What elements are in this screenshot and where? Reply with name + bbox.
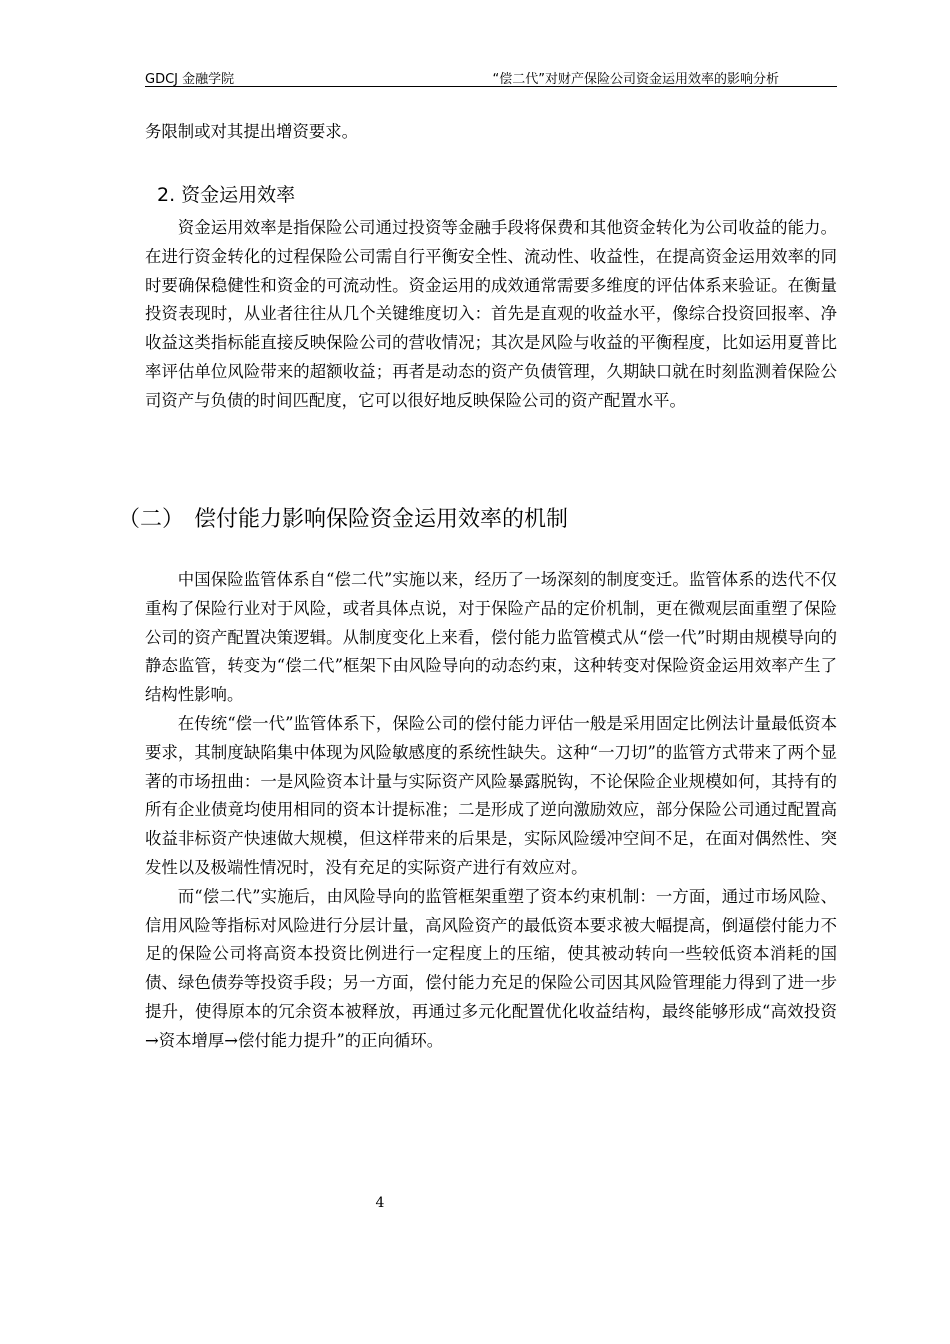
section-b-body bbox=[145, 566, 837, 1056]
section-b-paragraph-3: 而“偿二代”实施后，由风险导向的监管框架重塑了资本约束机制：一方面，通过市场风险、信用风险等指标对风险进行分层计量，高风险资产的最低资本要求被大幅提高，倒逼偿付能力不足的保险公司将高资本投资比例进行一定程度上的压缩，使其被动转向一些较低资本消耗的国债、绿色债券等投资手段；另一方面，偿付能力充足的保险公司因其风险管理能力得到了进一步提升，使得原本的冗余资本被释放，再通过多元化配置优化收益结构，最终能够形成“高效投资→资本增厚→偿付能力提升”的正向循环。 bbox=[145, 886, 837, 1050]
section-b-number: （二） bbox=[118, 507, 185, 532]
section-b-heading bbox=[118, 502, 568, 533]
continuation-paragraph: 务限制或对其提出增资要求。 bbox=[145, 122, 359, 141]
section-2-body bbox=[145, 214, 837, 416]
section-2-heading: 2. 资金运用效率 bbox=[157, 184, 296, 206]
section-b-paragraph-2: 在传统“偿一代”监管体系下，保险公司的偿付能力评估一般是采用固定比例法计量最低资本要求，其制度缺陷集中体现为风险敏感度的系统性缺失。这种“一刀切”的监管方式带来了两个显著的市场扭曲：一是风险资本计量与实际资产风险暴露脱钩，不论保险企业规模如何，其持有的所有企业债竟均使用相同的资本计提标准；二是形成了逆向激励效应，部分保险公司通过配置高收益非标资产快速做大规模，但这样带来的后果是，实际风险缓冲空间不足，在面对偶然性、突发性以及极端性情况时，没有充足的实际资产进行有效应对。 bbox=[145, 713, 837, 877]
page-header bbox=[145, 64, 837, 87]
header-right-text: “偿二代”对财产保险公司资金运用效率的影响分析 bbox=[492, 72, 779, 87]
section-b-paragraph-1: 中国保险监管体系自“偿二代”实施以来，经历了一场深刻的制度变迁。监管体系的迭代不仅重构了保险行业对于风险，或者具体点说，对于保险产品的定价机制，更在微观层面重塑了保险公司的资产配置决策逻辑。从制度变化上来看，偿付能力监管模式从“偿一代”时期由规模导向的静态监管，转变为“偿二代”框架下由风险导向的动态约束，这种转变对保险资金运用效率产生了结构性影响。 bbox=[145, 570, 837, 705]
section-b-title: 偿付能力影响保险资金运用效率的机制 bbox=[194, 507, 569, 532]
header-left-text: GDCJ 金融学院 bbox=[145, 72, 235, 87]
section-2-paragraph: 资金运用效率是指保险公司通过投资等金融手段将保费和其他资金转化为公司收益的能力。在进行资金转化的过程保险公司需自行平衡安全性、流动性、收益性，在提高资金运用效率的同时要确保稳健性和资金的可流动性。资金运用的成效通常需要多维度的评估体系来验证。在衡量投资表现时，从业者往往从几个关键维度切入：首先是直观的收益水平，像综合投资回报率、净收益这类指标能直接反映保险公司的营收情况；其次是风险与收益的平衡程度，比如运用夏普比率评估单位风险带来的超额收益；再者是动态的资产负债管理，久期缺口就在时刻监测着保险公司资产与负债的时间匹配度，它可以很好地反映保险公司的资产配置水平。 bbox=[145, 218, 837, 410]
continuation-block bbox=[145, 118, 837, 147]
page-number: 4 bbox=[375, 1195, 385, 1211]
